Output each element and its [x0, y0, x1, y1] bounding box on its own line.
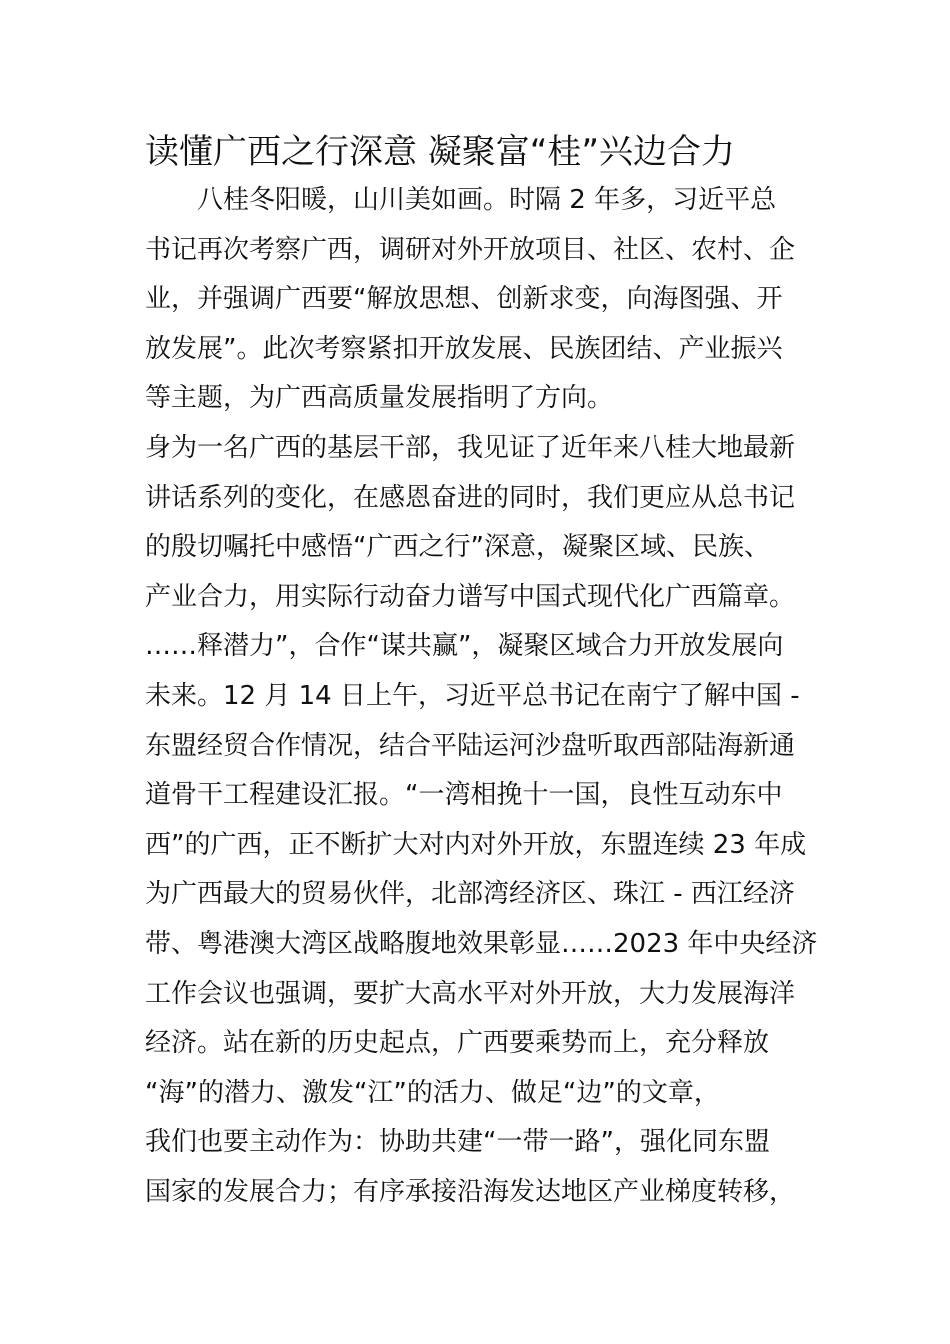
body-line: ……释潜力”，合作“谋共赢”，凝聚区域合力开放发展向	[145, 631, 784, 662]
body-line: 带、粤港澳大湾区战略腹地效果彰显……2023 年中央经济	[145, 928, 818, 959]
body-line: 业，并强调广西要“解放思想、创新求变，向海图强、开	[145, 284, 783, 315]
body-line: “海”的潜力、激发“江”的活力、做足“边”的文章，	[145, 1077, 720, 1108]
body-line: 道骨干工程建设汇报。“一湾相挽十一国，良性互动东中	[145, 780, 783, 811]
body-line: 未来。12 月 14 日上午，习近平总书记在南宁了解中国 -	[145, 680, 800, 711]
document-title: 读懂广西之行深意 凝聚富“桂”兴边合力	[145, 132, 736, 172]
body-line: 身为一名广西的基层干部，我见证了近年来八桂大地最新	[145, 432, 796, 463]
body-line: 讲话系列的变化，在感恩奋进的同时，我们更应从总书记	[145, 482, 796, 513]
body-line: 的殷切嘱托中感悟“广西之行”深意，凝聚区域、民族、	[145, 532, 770, 563]
body-line: 经济。站在新的历史起点，广西要乘势而上，充分释放	[145, 1028, 770, 1059]
body-line: 等主题，为广西高质量发展指明了方向。	[145, 383, 614, 414]
body-line: 我们也要主动作为：协助共建“一带一路”，强化同东盟	[145, 1127, 770, 1158]
body-line: 东盟经贸合作情况，结合平陆运河沙盘听取西部陆海新通	[145, 730, 796, 761]
body-line: 为广西最大的贸易伙伴，北部湾经济区、珠江 - 西江经济	[145, 879, 795, 910]
body-line: 书记再次考察广西，调研对外开放项目、社区、农村、企	[145, 234, 796, 265]
body-line: 国家的发展合力；有序承接沿海发达地区产业梯度转移，	[145, 1176, 796, 1207]
body-line: 八桂冬阳暖，山川美如画。时隔 2 年多，习近平总	[145, 185, 777, 215]
document-body	[145, 176, 818, 1217]
body-line: 产业合力，用实际行动奋力谱写中国式现代化广西篇章。	[145, 581, 796, 612]
body-line: 西”的广西，正不断扩大对内对外开放，东盟连续 23 年成	[145, 829, 807, 860]
body-line: 工作会议也强调，要扩大高水平对外开放，大力发展海洋	[145, 978, 796, 1009]
body-line: 放发展”。此次考察紧扣开放发展、民族团结、产业振兴	[145, 333, 783, 364]
